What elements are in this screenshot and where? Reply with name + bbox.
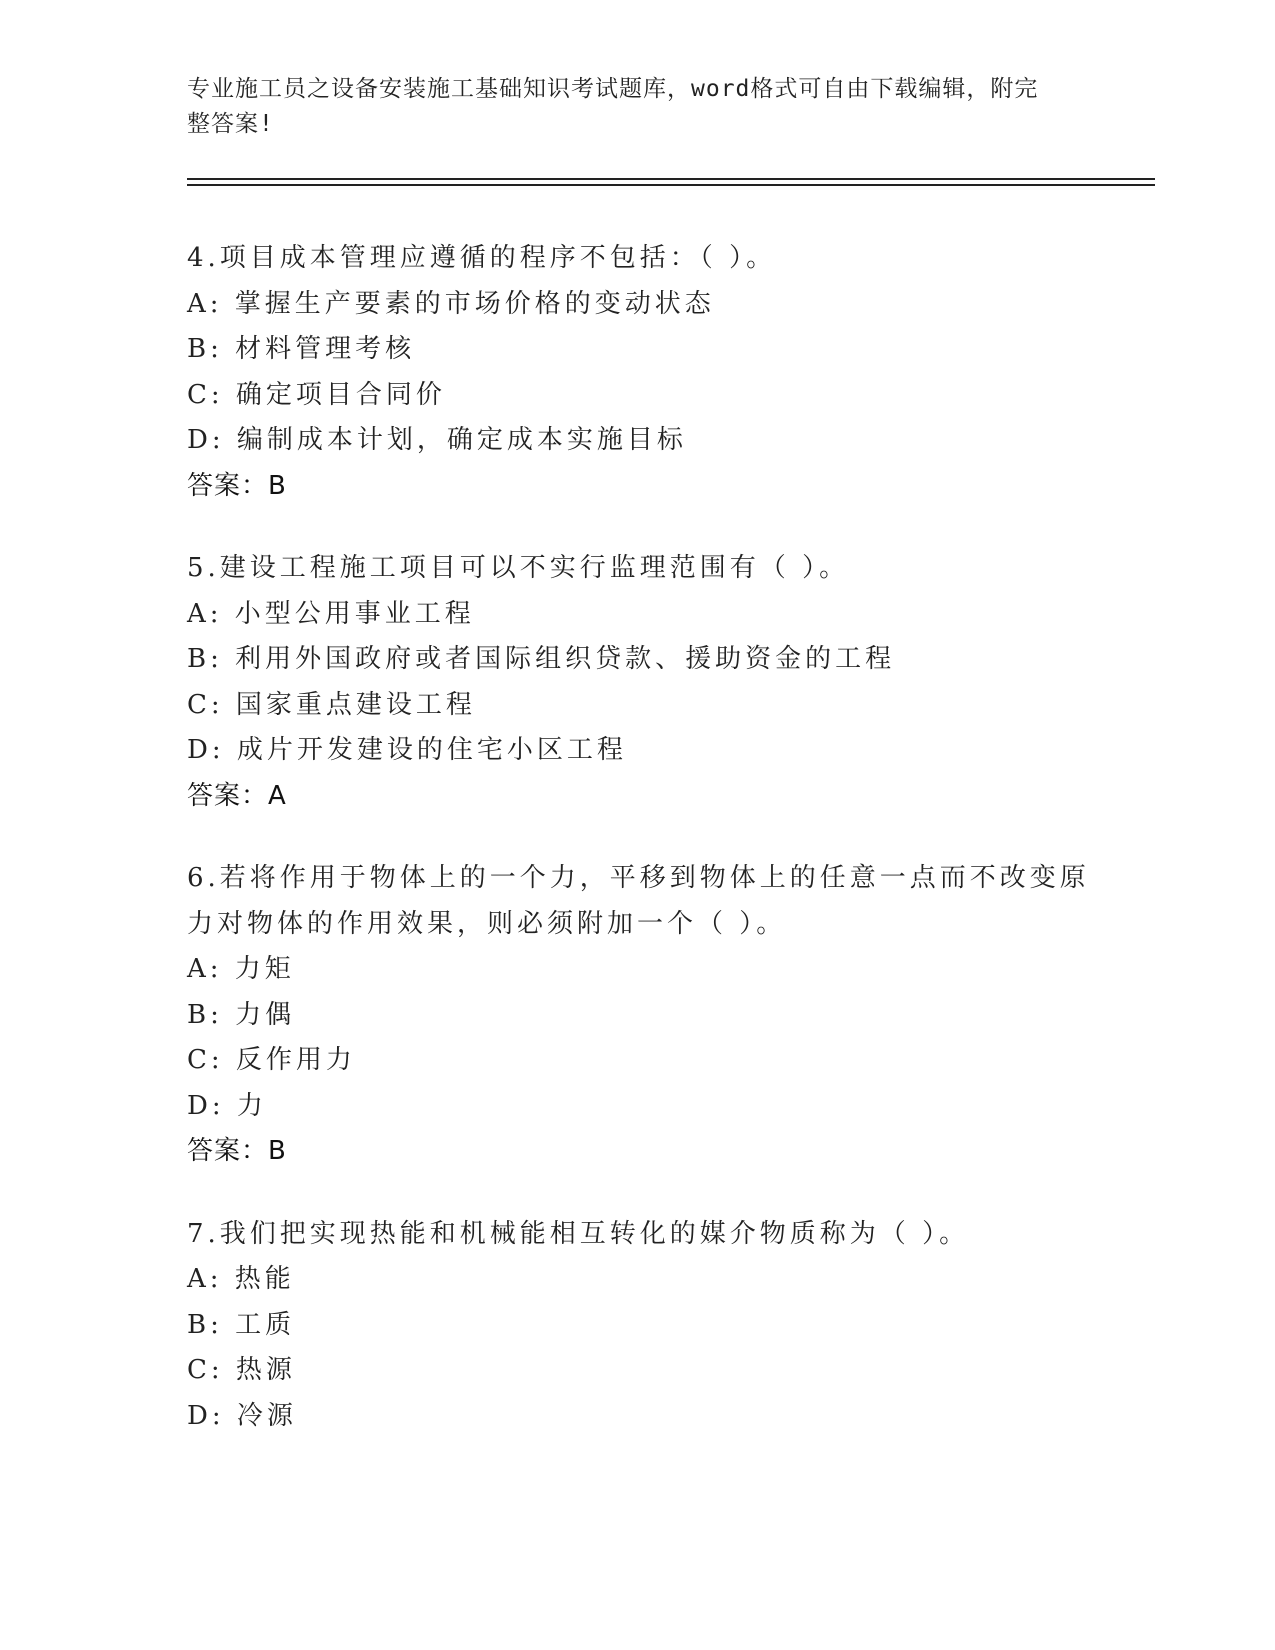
option-d: D: 成片开发建设的住宅小区工程 bbox=[187, 735, 627, 765]
option-c: C: 反作用力 bbox=[187, 1045, 356, 1075]
option-b: B: 工质 bbox=[187, 1309, 296, 1340]
answer: 答案：A bbox=[187, 780, 287, 811]
option-b: B: 力偶 bbox=[187, 999, 296, 1030]
header-line-2: 整答案! bbox=[187, 111, 274, 137]
question-list bbox=[187, 236, 1090, 1476]
option-a: A: 热能 bbox=[187, 1264, 295, 1294]
answer: 答案：B bbox=[187, 470, 287, 501]
option-b: B: 利用外国政府或者国际组织贷款、援助资金的工程 bbox=[187, 644, 896, 674]
question-7 bbox=[187, 1212, 1087, 1440]
header-line-1: 专业施工员之设备安装施工基础知识考试题库，word格式可自由下载编辑，附完 bbox=[187, 76, 1039, 102]
question-stem-line-1: 6.若将作用于物体上的一个力，平移到物体上的任意一点而不改变原 bbox=[187, 863, 1090, 893]
question-5 bbox=[187, 546, 1087, 819]
header-divider-bottom bbox=[187, 184, 1155, 186]
option-a: A: 小型公用事业工程 bbox=[187, 598, 475, 629]
question-6 bbox=[187, 856, 1090, 1175]
answer: 答案：B bbox=[187, 1136, 287, 1166]
question-stem: 5.建设工程施工项目可以不实行监理范围有（ ）。 bbox=[187, 553, 850, 583]
option-c: C: 确定项目合同价 bbox=[187, 379, 446, 410]
question-stem-line-2: 力对物体的作用效果，则必须附加一个（ ）。 bbox=[187, 908, 787, 939]
option-a: A: 力矩 bbox=[187, 954, 295, 984]
document-header bbox=[187, 72, 1067, 142]
question-stem: 7.我们把实现热能和机械能相互转化的媒介物质称为（ ）。 bbox=[187, 1218, 970, 1249]
option-b: B: 材料管理考核 bbox=[187, 334, 416, 364]
option-d: D: 冷源 bbox=[187, 1400, 297, 1431]
option-d: D: 力 bbox=[187, 1090, 267, 1121]
option-c: C: 热源 bbox=[187, 1355, 296, 1385]
option-a: A: 掌握生产要素的市场价格的变动状态 bbox=[187, 288, 715, 319]
option-c: C: 国家重点建设工程 bbox=[187, 689, 476, 720]
option-d: D: 编制成本计划，确定成本实施目标 bbox=[187, 425, 687, 455]
question-4 bbox=[187, 236, 1087, 509]
header-divider-top bbox=[187, 178, 1155, 180]
question-stem: 4.项目成本管理应遵循的程序不包括：（ ）。 bbox=[187, 243, 777, 273]
